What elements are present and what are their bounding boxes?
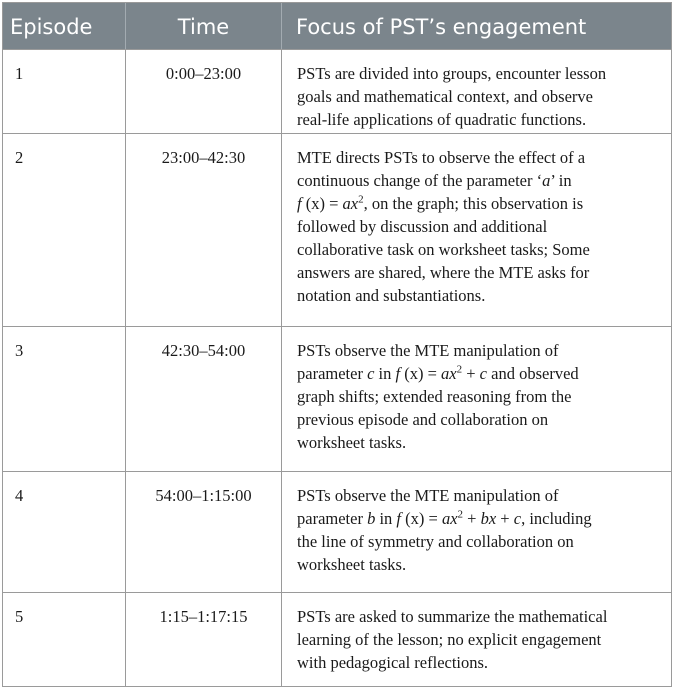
focus-line: MTE directs PSTs to observe the effect of a [297,148,586,167]
math-var: f [395,364,401,383]
math-var: b [367,509,376,528]
focus-text: ’ in [550,171,572,190]
header-episode: Episode [3,3,126,49]
focus-line [297,169,661,192]
time-cell: 0:00–23:00 [126,50,282,133]
episode-cell: 4 [3,472,126,592]
math-var: c [479,364,487,383]
episode-cell: 3 [3,327,126,471]
math-var: bx [480,509,497,528]
focus-line: learning of the lesson; no explicit engagement [297,630,602,649]
header-focus: Focus of PST’s engagement [296,15,587,39]
table-header-row [3,3,671,50]
focus-line [297,362,661,385]
focus-line: previous episode and collaboration on [297,410,549,429]
focus-line: notation and substantiations. [297,286,486,305]
math-var: ax [342,194,359,213]
focus-line: real-life applications of quadratic functions. [297,110,587,129]
focus-cell [282,472,671,592]
header-time: Time [126,3,282,49]
time-cell: 42:30–54:00 [126,327,282,471]
math-var: f [297,194,302,213]
focus-text: in [374,364,396,383]
focus-line: PSTs are asked to summarize the mathematical [297,607,608,626]
table-row [3,50,671,134]
focus-line: with pedagogical reflections. [297,653,489,672]
focus-cell [282,593,671,686]
episode-cell: 2 [3,134,126,326]
focus-text: , including [521,509,592,528]
math-var: f [396,509,402,528]
math-exponent: 2 [457,508,464,521]
focus-line: collaborative task on worksheet tasks; Some [297,240,590,259]
math-op: + [463,509,481,528]
focus-line: graph shifts; extended reasoning from the [297,387,572,406]
focus-text: parameter [297,509,368,528]
math-exponent: 2 [358,193,364,206]
math-arg: (x) [301,194,325,213]
time-cell: 54:00–1:15:00 [126,472,282,592]
math-op: + [462,364,480,383]
math-op: = [424,509,442,528]
focus-line: answers are shared, where the MTE asks for [297,263,590,282]
focus-line: PSTs are divided into groups, encounter lesson [297,64,607,83]
math-exponent: 2 [456,363,463,376]
math-var: a [542,171,551,190]
math-var: ax [441,364,457,383]
time-cell: 1:15–1:17:15 [126,593,282,686]
math-arg: (x) [401,509,425,528]
math-op: + [496,509,514,528]
episode-cell: 5 [3,593,126,686]
focus-line: the line of symmetry and collaboration on [297,532,574,551]
math-arg: (x) [400,364,424,383]
focus-line [297,507,661,530]
focus-cell [282,134,671,326]
table-row [3,472,671,593]
focus-line: followed by discussion and additional [297,217,548,236]
focus-line: goals and mathematical context, and observe [297,87,593,106]
focus-text: in [375,509,397,528]
focus-line: worksheet tasks. [297,555,407,574]
math-var: c [367,364,375,383]
focus-text: parameter [297,364,368,383]
episodes-table [2,2,672,687]
focus-line: PSTs observe the MTE manipulation of [297,341,559,360]
focus-line: PSTs observe the MTE manipulation of [297,486,559,505]
focus-line: worksheet tasks. [297,433,407,452]
focus-text: , on the graph; this observation is [363,194,584,213]
focus-cell [282,50,671,133]
focus-text: and observed [487,364,579,383]
math-op: = [324,194,343,213]
focus-text: continuous change of the parameter ‘ [297,171,543,190]
table-row [3,327,671,472]
table-row [3,593,671,686]
focus-cell [282,327,671,471]
time-cell: 23:00–42:30 [126,134,282,326]
episode-cell: 1 [3,50,126,133]
table-row [3,134,671,327]
math-var: ax [441,509,458,528]
math-op: = [423,364,442,383]
math-var: c [513,509,522,528]
focus-line [297,192,661,215]
